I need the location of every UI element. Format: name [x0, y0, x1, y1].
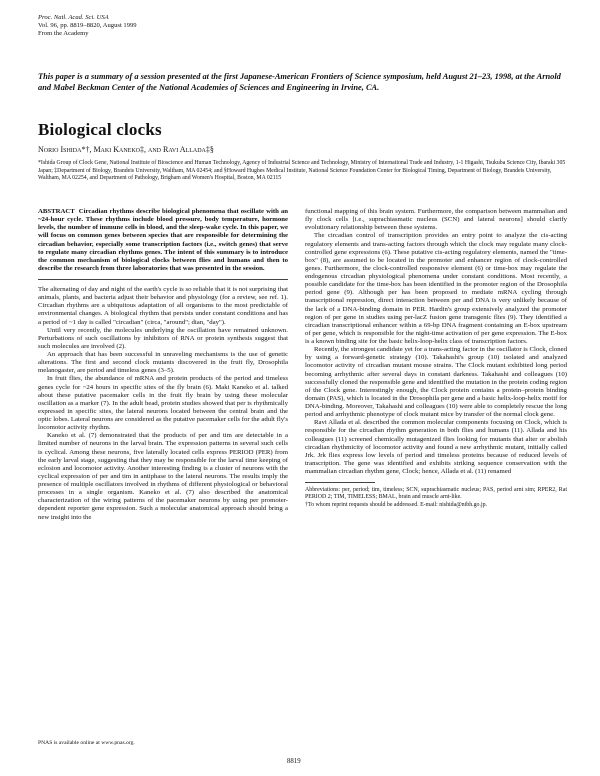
article-title: Biological clocks: [38, 120, 162, 139]
body-paragraph: Ravi Allada et al. described the common molecular components focusing on Clock, which is responsible for the circadian rhythm generation in both flies and humans (11). Allada and his colleagues (11) screened chemically mutagenized flies looking for mutants that alter or abolish circadian rhythmicity of locomotor activity and found a new arrhythmic mutant, initially called Jrk. Jrk flies express low levels of period and timeless proteins because of reduced levels of transcription. The gene was identified and exhibits striking sequence conservation with the mammalian circadian rhythm gene, Clock; hence, Allada et al. (11) renamed: [305, 419, 567, 475]
left-column: [38, 208, 288, 522]
body-paragraph: Recently, the strongest candidate yet for a trans-acting factor in the oscillator is Clock, cloned by using a forward-genetic strategy (10). Takahashi's group (10) isolated and analyzed locomotor activity of circadian mutant mouse strains. The Clock mutant exhibited long period becoming arrhythmic after several days in constant darkness. Takahashi and colleagues (10) successfully cloned the responsible gene and identified the mutation in the protein coding region of the Clock gene. Interestingly enough, the Clock protein contains a protein–protein binding domain (PAS), which is located in the Drosophila per gene and a basic helix-loop-helix motif for DNA-binding. Moreover, Takahashi and colleagues (10) were able to completely rescue the long period and arrhythmic phenotype of clock mutant mice by transfer of the normal clock gene.: [305, 346, 567, 419]
session-note: This paper is a summary of a session presented at the first Japanese-American Frontiers of Science symposium, held August 21–23, 1998, at the Arnold and Mabel Beckman Center of the National Academies of Sciences and Engineering in Irvine, CA.: [38, 72, 561, 92]
body-paragraph: An approach that has been successful in unraveling mechanisms is the use of genetic alterations. The first and second clock mutants discovered in the fruit fly, Drosophila melanogaster, are period and timeless genes (3–5).: [38, 351, 288, 375]
affiliations: *Ishida Group of Clock Gene, National Institute of Bioscience and Human Technology, Agency of Industrial Science and Technology, Ministry of International Trade and Industry, 1-1 Higashi, Tsukuba Science City, Ibaraki 305 Japan; ‡Department of Biology, Brandeis University, Waltham, MA 02454; and §Howard Hughes Medical Institute, National Science Foundation Center for Biological Timing, Department of Biology, Brandeis University, Waltham, MA 02254, and Department of Pathology, Brigham and Women's Hospital, Boston, MA 02115: [38, 160, 566, 182]
journal-section: From the Academy: [38, 30, 89, 38]
abstract-text: Circadian rhythms describe biological phenomena that oscillate with an ~24-hour cycle. These rhythms include blood pressure, body temperature, hormone levels, the number of immune cells in blood, and the sleep-wake cycle. In this paper, we will focus on common genes between species that are responsible for determining the circadian behavior, especially some transcription factors (i.e., switch genes) that serve to regulate many circadian rhythms genes. The intent of this summary is to introduce the common mechanism of biological clocks between flies and humans and then to describe the research from three laboratories that was presented in the session.: [38, 208, 288, 272]
right-column: [305, 208, 567, 509]
footnote-correspondence: †To whom reprint requests should be addressed. E-mail: nishida@nibh.go.jp.: [305, 501, 488, 508]
abstract: [38, 208, 288, 273]
abstract-divider: [38, 279, 288, 280]
page-number: 8819: [287, 758, 301, 765]
body-paragraph: The circadian control of transcription provides an entry point to analyze the cis-acting regulatory elements and trans-acting factors through which the clock may regulate many clock-controlled gene expressions (6). These putative cis-acting regulatory elements, named the "time-box" (8), are assumed to be located in the promoter and enhancer region of clock-controlled genes. Furthermore, the clock-controlled responsive element (6) or time-box may regulate the endogenous circadian physiological phenomena under constant conditions. Most recently, a possible candidate for the time-box has been identified in the promoter region of the Drosophila period gene (9). Although per has been proposed to mediate mRNA cycling through transcriptional repression, direct interaction between per and DNA is very unlikely because of the lack of a DNA-binding domain in PER. Hardin's group extensively analyzed the promoter region of per gene in studies using per-lacZ fusion gene transgenic flies (9). They identified a circadian transcriptional enhancer within a 69-bp DNA fragment containing an E-box upstream of per gene, which is responsible for the night-time activation of per gene expression. The E-box is a known binding site for the basic helix-loop-helix class of transcription factors.: [305, 232, 567, 345]
journal-volume: Vol. 96, pp. 8819–8820, August 1999: [38, 22, 137, 30]
body-paragraph: Until very recently, the molecules underlying the oscillation have remained unknown. Perturbations of such oscillations by inhibitors of RNA or protein synthesis suggest that such molecules are involved (2).: [38, 326, 288, 350]
journal-header: [38, 14, 137, 39]
body-paragraph: The alternating of day and night of the earth's cycle is so reliable that it is not surprising that animals, plants, and bacteria adjust their behavior and physiology (for a review, see ref. 1). Circadian rhythms are a ubiquitous adaptation of all organisms to the most predictable of environmental changes. A biological rhythm that persists under constant conditions and has a period of ~1 day is called "circadian" (circa, "around"; dian, "day").: [38, 286, 288, 326]
body-paragraph: Kaneko et al. (7) demonstrated that the products of per and tim are detectable in a limited number of neurons in the larval brain. The expression patterns in several such cells is cyclical. Among these neurons, five laterally located cells express PERIOD (PER) from the early larval stage, suggesting that they may be responsible for the larval time keeping of eclosion and locomotor activity. Another interesting finding is a cluster of neurons with the cyclical expression of per and tim in antiphase to the lateral neurons. The results imply the presence of multiple oscillators involved in rhythms of different physiological or behavioral processes in a single organism. Kaneko et al. (7) also described the anatomical characterization of the wiring patterns of the pacemaker neurons by using per promoter-dependent reporter gene expression. Such a molecular anatomical approach should bring a new insight into the: [38, 432, 288, 521]
journal-name: Proc. Natl. Acad. Sci. USA: [38, 14, 109, 21]
body-paragraph: In fruit flies, the abundance of mRNA and protein products of the period and timeless genes cycle for ~24 hours in specific sites of the fly brain (6). Maki Kaneko et al. talked about these putative pacemaker cells in the fruit fly brain by using these molecular oscillation as a marker (7). In the adult head, protein studies showed that per is rhythmically expressed in specific sites, the lateral neurons located between the central brain and the optic lobes. Lateral neurons are considered as the putative pacemaker cells for the adult fly's locomotor activity rhythm.: [38, 375, 288, 432]
footnote-abbreviations: Abbreviations: per, period; tim, timeless; SCN, suprachiasmatic nucleus; PAS, period arnt sim; RPER2, Rat PERIOD 2; TIM, TIMELESS; BMAL, brain and muscle arnt-like.: [305, 487, 567, 501]
footnote-divider: [305, 482, 375, 483]
body-paragraph: functional mapping of this brain system. Furthermore, the comparison between mammalian and fly clock cells [i.e., suprachiasmatic nucleus (SCN) and lateral neurons] should clarify evolutionary relationship between these systems.: [305, 208, 567, 232]
abstract-label: ABSTRACT: [38, 208, 75, 215]
authors-line: Norio Ishida*†, Maki Kaneko‡, and Ravi Allada‡§: [38, 145, 214, 154]
online-availability-note: PNAS is available online at www.pnas.org.: [38, 740, 135, 746]
footnotes: [305, 487, 567, 509]
